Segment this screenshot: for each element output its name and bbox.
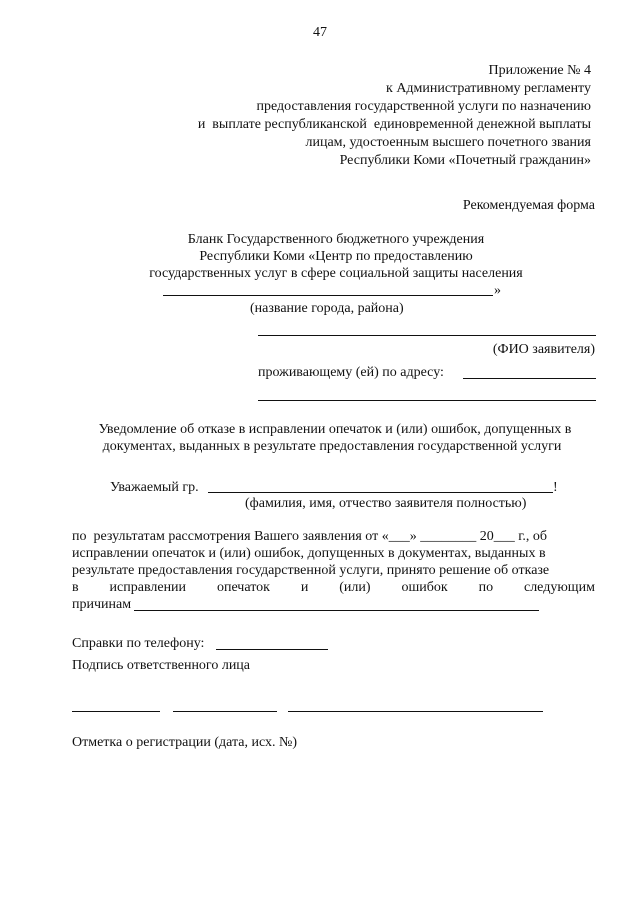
- appendix-line: к Административному регламенту: [386, 81, 591, 96]
- signature-line-3: [288, 711, 543, 712]
- signature-line-2: [173, 711, 277, 712]
- registration-label: Отметка о регистрации (дата, исх. №): [72, 735, 298, 750]
- notice-title-line1: Уведомление об отказе в исправлении опечаток и (или) ошибок, допущенных в: [98, 422, 572, 437]
- greeting-label: Уважаемый гр.: [110, 480, 199, 495]
- phone-label: Справки по телефону:: [72, 636, 205, 651]
- body-line4: [72, 579, 595, 597]
- phone-line: [216, 649, 328, 650]
- body-word: следующим: [523, 580, 595, 595]
- notice-title-line2: документах, выданных в результате предоставления государственной услуги: [102, 439, 562, 454]
- appendix-title: Приложение № 4: [488, 63, 591, 78]
- appendix-line: Республики Коми «Почетный гражданин»: [339, 153, 591, 168]
- address-label: проживающему (ей) по адресу:: [258, 365, 444, 380]
- appendix-line: предоставления государственной услуги по назначению: [256, 99, 591, 114]
- reasons-line: [134, 610, 539, 611]
- body-word: и: [300, 580, 309, 595]
- fio-line: [258, 335, 596, 336]
- address-line: [463, 378, 596, 379]
- fio-caption: (ФИО заявителя): [492, 342, 595, 357]
- blank-line: государственных услуг в сфере социальной защиты населения: [149, 266, 523, 281]
- blank-line: Бланк Государственного бюджетного учреждения: [187, 232, 485, 247]
- body-word: исправлении: [109, 580, 187, 595]
- body-line2: исправлении опечаток и (или) ошибок, допущенных в документах, выданных в: [72, 546, 546, 561]
- body-word: ошибок: [401, 580, 448, 595]
- signature-label: Подпись ответственного лица: [72, 658, 251, 673]
- city-caption: (название города, района): [250, 301, 404, 316]
- greeting-caption: (фамилия, имя, отчество заявителя полностью): [245, 496, 527, 511]
- reasons-label: причинам: [72, 597, 132, 612]
- city-line: [163, 295, 493, 296]
- greeting-name-line: [208, 492, 553, 493]
- body-word: опечаток: [216, 580, 270, 595]
- body-word: по: [478, 580, 494, 595]
- address-line-2: [258, 400, 596, 401]
- page-number: 47: [313, 25, 327, 40]
- appendix-line: лицам, удостоенным высшего почетного звания: [305, 135, 591, 150]
- signature-line-1: [72, 711, 160, 712]
- body-word: (или): [339, 580, 371, 595]
- city-quote: »: [494, 283, 501, 298]
- body-line1: по результатам рассмотрения Вашего заявления от «___» ________ 20___ г., об: [72, 529, 547, 544]
- body-word: в: [72, 580, 79, 595]
- body-line3: результате предоставления государственной услуги, принято решение об отказе: [72, 563, 550, 578]
- greeting-exclamation: !: [553, 480, 558, 495]
- blank-line: Республики Коми «Центр по предоставлению: [199, 249, 473, 264]
- appendix-line: и выплате республиканской единовременной денежной выплаты: [197, 117, 591, 132]
- recommended-form-label: Рекомендуемая форма: [462, 198, 595, 213]
